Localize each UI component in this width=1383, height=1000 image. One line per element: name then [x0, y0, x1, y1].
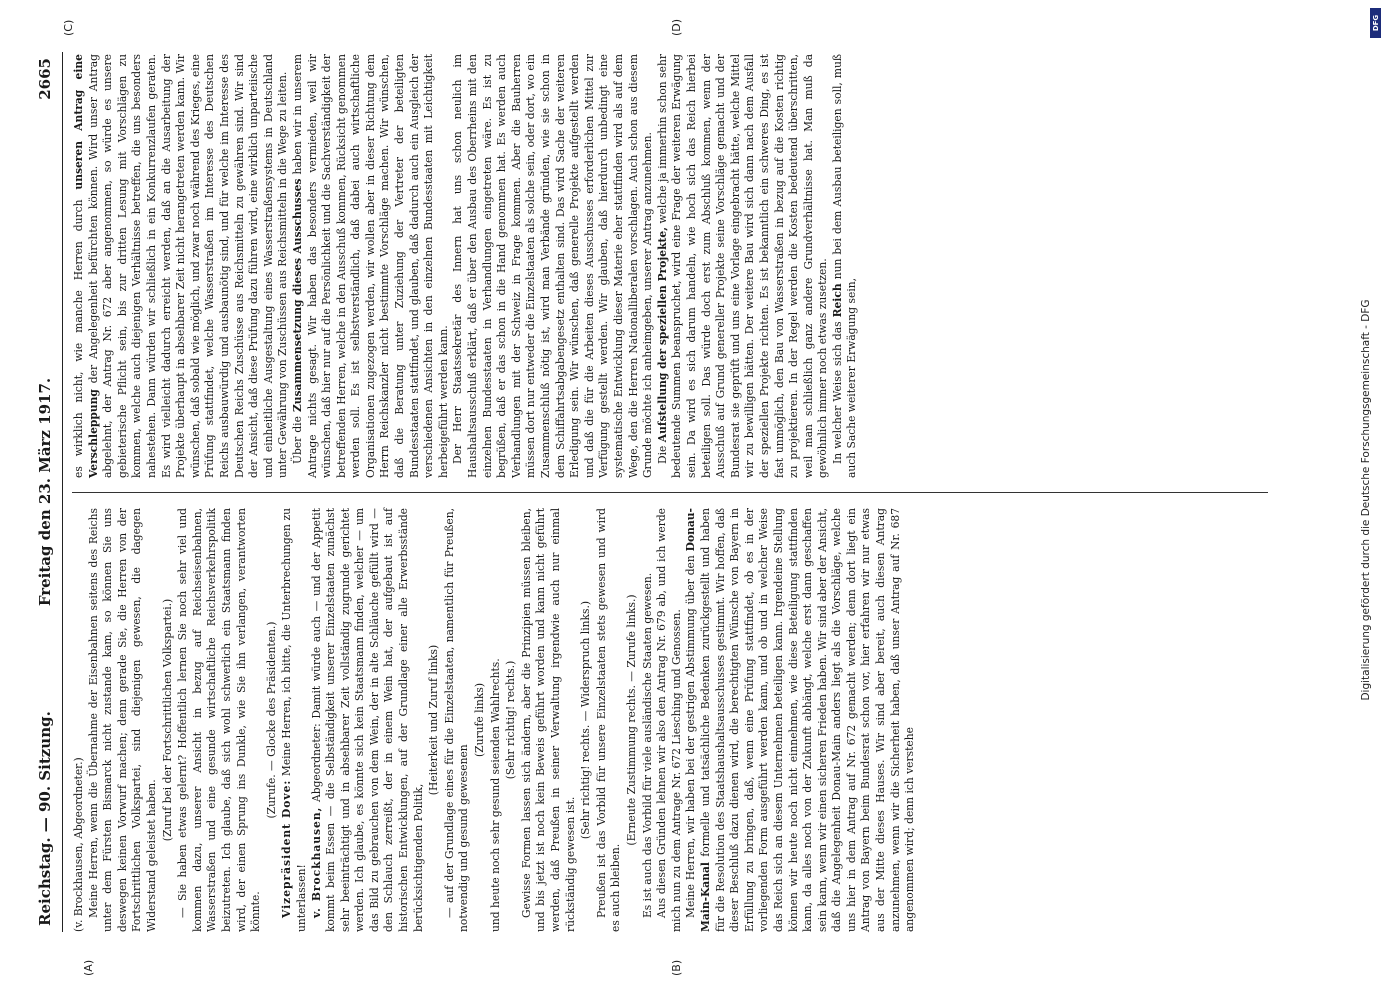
interjection: (Zurufe. — Glocke des Präsidenten.) — [264, 621, 278, 819]
interjection: (Zurufe links) — [473, 683, 487, 757]
margin-marker-d: (D) — [670, 18, 683, 36]
interjection: (Sehr richtig! rechts.) — [504, 660, 518, 780]
paragraph — [831, 54, 860, 478]
speaker-name: Vizepräsident Dove: — [280, 779, 294, 918]
emphasis: Zusammensetzung dieses Ausschusses — [290, 178, 304, 413]
page-header — [34, 52, 62, 932]
speech-text: Meine Herren, ich bitte, die Unterbrechungen zu unterlassen! — [280, 508, 308, 932]
paragraph — [72, 54, 291, 478]
paragraph: Aus diesen Gründen lehnen wir also den Antrag Nr. 679 ab, und ich werde mich nun zu dem Antrage Nr. 672 Liesching und Genossen. — [655, 508, 683, 932]
paragraph: — auf der Grundlage eines für die Einzelstaaten, namentlich für Preußen, notwendig und gesund gewesenen — [442, 508, 471, 932]
dfg-logo-text: DFG — [1371, 14, 1380, 32]
header-left: Reichstag. — 90. Sitzung. — [36, 711, 54, 926]
text-run: es wirklich nicht, wie manche Herren durch — [72, 199, 85, 478]
paragraph: Der Herr Staatssekretär des Innern hat uns schon neulich im Haushaltsausschuß erklärt, daß er über den Ausbau des Oberrheins mit den einzelnen Bundesstaaten in Verhandlungen eingetreten wäre. Es ist zu begrüßen, daß er das schon in die Hand genommen hat. Es werden auch Verhandlungen mit der Schweiz in Frage kommen. Aber die Bauherren müssen dort nur entweder die Einzelstaaten als solche sein, oder dort, wo ein Zusammenschluß nötig ist, wird man Verbände gründen, wie sie schon in dem Schiffahrtsabgabengesetz enthalten sind. Das wird Sache der weiteren Erledigung sein. Wir wünschen, daß generelle Projekte aufgestellt werden und daß die für die Arbeiten dieses Ausschusses erforderlichen Mittel zur Verfügung gestellt werden. Wir glauben, daß hierdurch unbedingt eine systematische Entwicklung dieser Materie eher stattfinden wird als auf dem Wege, den die Herren Nationalliberalen vorschlagen. Auch schon aus diesem Grunde möchte ich anheimgeben, unserer Antrag anzunehmen. — [451, 54, 655, 478]
page — [34, 18, 1274, 976]
left-column — [72, 508, 1268, 932]
text-run: In welcher Weise sich das — [830, 321, 844, 464]
paragraph: Es ist auch das Vorbild für viele ausländische Staaten gewesen. — [640, 572, 654, 918]
paragraph — [684, 508, 918, 932]
interjection: (Sehr richtig! rechts. — Widerspruch links.) — [579, 600, 593, 840]
emphasis: Aufstellung der speziellen Projekte, — [655, 227, 669, 443]
continued-speaker: (v. Brockhausen, Abgeordneter.) — [72, 757, 85, 932]
text-run: haben wir in unserem Antrage nichts gesagt. Wir haben das besonders vermieden, weil wir wünschen, daß hier nur auf die Persönlichkeit und die Sachverständigkeit der betreffenden Herren, welche in den Ausschuß kommen, Rücksicht genommen werden soll. Es ist selbstverständlich, daß dabei auch wirtschaftliche Organisationen zugezogen werden, wir wollen aber in dieser Richtung dem Herrn Reichskanzler nicht bestimmte Vorschläge machen. Wir wünschen, daß die Beratung unter Zuziehung der Vertreter der beteiligten Bundesstaaten stattfindet, und glauben, daß dadurch auch ein Ausgleich der verschiedenen Ansichten in den einzelnen Bundesstaaten mit Leichtigkeit herbeigeführt werden kann. — [290, 53, 450, 478]
text-run: welche ja immerhin schon sehr bedeutende Summen beanspruchet, wird eine Frage der weiteren Erwägung sein. Da wird es sich darum handeln, wie hoch sich das Reich hierbei beteiligen soll. Das würde doch erst zum Abschluß kommen, wenn der Ausschuß auf Grund genereller Projekte seine Vorschläge gemacht und der Bundesrat sie geprüft und uns eine Vorlage eingebracht hätte, welche Mittel wir zu bewilligen hätten. Der weitere Bau wird sich dann nach dem Ausfall der speziellen Projekte richten. Es ist bekanntlich ein schweres Ding, es ist fast unmöglich, den Bau von Wasserstraßen in bezug auf die Kosten richtig zu projektieren. In der Regel werden die Kosten bedeutend überschritten, weil man schließlich ganz andere Grundverhältnisse hat. Man muß da gewöhnlich immer noch etwas zusetzen. — [655, 54, 830, 478]
paragraph: Gewisse Formen lassen sich ändern, aber die Prinzipien müssen bleiben, und bis jetzt ist noch kein Beweis geführt worden und kann nicht geführt werden, daß Preußen in seiner Verwaltung irgendwie auch nur einmal rückständig gewesen ist. — [519, 508, 577, 932]
margin-marker-c: (C) — [62, 19, 75, 36]
margin-marker-a: (A) — [82, 959, 95, 976]
text-run: nun bei dem Ausbau beteiligen soll, muß auch Sache weiterer Erwägung sein, — [830, 53, 859, 478]
interjection: (Heiterkeit und Zuruf links) — [427, 644, 441, 796]
text-run: Über die — [290, 416, 304, 464]
interjection: (Zuruf bei der Fortschrittlichen Volkspartei.) — [160, 598, 174, 842]
paragraph: Meine Herren, wenn die Übernahme der Eisenbahnen seitens des Reichs unter dem Fürsten Bismarck nicht zustande kam, so können Sie uns deswegen keinen Vorwurf machen; denn gerade Sie, die Herren von der Fortschrittlichen Volkspartei, sind diejenigen gewesen, die dagegen Widerstand geleistet haben. — [86, 508, 158, 932]
emphasis: Donau-Main-Kanal — [684, 508, 712, 932]
page-number: 2665 — [36, 58, 54, 100]
text-run: der Angelegenheit befürchten können. Wird unser Antrag abgelehnt, der Antrag Nr. 672 aber angenommen, so würde es unsere gebieterische Pflicht sein, bis zur dritten Lesung mit Vorschlägen zu kommen, welche auch diejenigen Verhältnisse betreffen, die uns besonders nahestehen. Dann würden wir schließlich in ein Konkurrenzlaufen geraten. Es wird vielleicht dadurch erreicht werden, daß an die Ausarbeitung der Projekte überhaupt in absehbarer Zeit nicht herangetreten werden kann. Wir wünschen, daß sobald wie möglich, und zwar noch während des Krieges, eine Prüfung stattfindet, welche Wasserstraßen im Interesse des Deutschen Reichs ausbauwürdig und ausbaunötig sind, und für welche im Interesse des Deutschen Reichs Zuschüsse aus Reichsmitteln zu gewähren sind. Wir sind der Ansicht, daß diese Prüfung dazu führen wird, eine wirklich unparteiische und einheitliche Ausgestaltung eines Wasserstraßensystems in Deutschland unter Gewährung von Zuschüssen aus Reichsmitteln in die Wege zu leiten. — [86, 54, 290, 478]
paragraph — [291, 54, 452, 478]
speech-text: Abgeordneter: Damit würde auch — und der Appetit kommt beim Essen — die Selbständigkeit unserer Einzelstaaten zunächst sehr beeinträchtigt und in absehbarer Zeit vollständig zugrunde gerichtet werden. Ich glaube, es könnte sich kein Staatsmann finden, welcher — um das Bild zu gebrauchen von dem Wein, der in alte Schläuche gefüllt wird — den Schlauch zerreißt, der in einem Wein hat, der aufgebaut ist auf historischen Entwicklungen, auf der Grundlage einer alle Erwerbsstände berücksichtigenden Politik, — [309, 508, 425, 932]
header-date: Freitag den 23. März 1917. — [36, 377, 54, 607]
paragraph-speaker-brockhausen — [310, 508, 427, 932]
paragraph: Preußen ist das Vorbild für unsere Einzelstaaten stets gewesen und wird es auch bleiben. — [594, 508, 623, 932]
interjection: (Erneute Zustimmung rechts. — Zurufe links.) — [624, 594, 638, 846]
text-run: Die — [655, 445, 669, 464]
dfg-logo — [1370, 8, 1381, 38]
dfg-credit-strip — [1349, 0, 1383, 1000]
funding-credit: Digitalisierung gefördert durch die Deutsche Forschungsgemeinschaft - DFG — [1360, 299, 1372, 701]
right-column — [72, 54, 1268, 478]
speaker-name: v. Brockhausen, — [309, 806, 323, 918]
emphasis: Reich — [830, 283, 844, 318]
paragraph-speaker-dove — [280, 508, 309, 932]
column-divider — [72, 492, 1268, 493]
margin-marker-b: (B) — [670, 959, 683, 976]
text-run: formelle und tatsächliche Bedenken zurückgestellt und haben für die Resolution des Staatshaushaltsausschusses gestimmt. Wir hoffen, daß dieser Beschluß dazu dienen wird, die berechtigten Wünsche von Bayern in Erfüllung zu bringen, daß, wenn eine Prüfung stattfindet, ob es in der vorliegenden Form ausgeführt werden kann, und ob und in welcher Weise das Reich sich an diesem Unternehmen beteiligen kann. Irgendeine Stellung können wir heute noch nicht einnehmen, wie diese Beteiligung stattfinden kann, da alles noch von der Zukunft abhängt, welche erst dann geschaffen sein kann, wenn wir einen sicheren Frieden haben. Wir sind aber der Ansicht, daß die Angelegenheit Donau-Main anders liegt als die Vorschläge, welche uns hier in dem Antrag auf Nr. 672 gemacht werden; denn dort liegt ein Antrag von Bayern beim Bundesrat schon vor, hier erfahren wir nur etwas aus der Mitte dieses Hauses. Wir sind aber bereit, auch diesen Antrag anzunehmen, wenn wir die Sicherheit haben, daß unser Antrag auf Nr. 687 angenommen wird; denn ich verstehe — [698, 507, 917, 932]
emphasis: unseren Antrag eine Verschleppung — [72, 54, 100, 478]
paragraph — [656, 54, 831, 478]
header-rule — [62, 52, 63, 932]
paragraph: — Sie haben etwas gelernt? Hoffentlich lernen Sie noch sehr viel und kommen dazu, unserer Ansicht in bezug auf Reichseisenbahnen, Wasserstraßen und eine gesunde wirtschaftliche Reichsverkehrspolitik beizutreten. Ich glaube, daß sich wohl schwerlich ein Staatsmann finden wird, der einen Sprung ins Dunkle, wie Sie ihn verlangen, verantworten könnte. — [176, 508, 263, 932]
paragraph: und heute noch sehr gesund seienden Wahlrechts. — [488, 658, 502, 932]
text-run: Meine Herren, wir haben bei der gestrigen Abstimmung über den — [684, 555, 698, 918]
